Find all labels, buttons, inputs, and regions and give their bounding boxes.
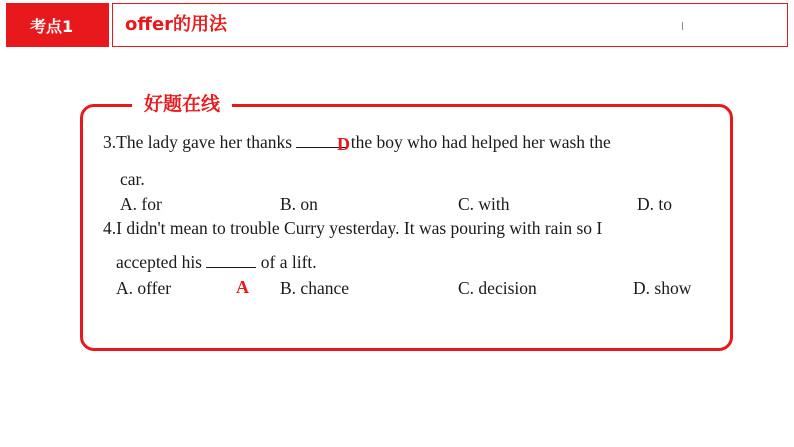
question-3-answer: D [337, 134, 350, 154]
question-3-option-a: A. for [120, 194, 162, 214]
question-4-text-before: accepted his [116, 252, 207, 272]
header-bar [0, 3, 794, 47]
question-4-line-1: 4.I didn't mean to trouble Curry yesterday. It was pouring with rain so I [103, 218, 603, 238]
question-3-option-c: C. with [458, 194, 510, 214]
question-3-line-2: car. [120, 169, 145, 189]
question-4-option-c: C. decision [458, 278, 537, 298]
question-3-text-before: 3.The lady gave her thanks [103, 132, 297, 152]
question-3-option-d: D. to [637, 194, 672, 214]
divider-tick [682, 22, 683, 30]
question-4-blank [206, 251, 256, 268]
page-title: offer的用法 [125, 14, 228, 35]
question-4-line-2 [116, 251, 317, 273]
question-4-text-after: of a lift. [256, 252, 317, 272]
panel-title: 好题在线 [132, 90, 232, 118]
question-4-option-d: D. show [633, 278, 692, 298]
question-3-line-1 [103, 131, 611, 153]
question-4-option-a: A. offer [116, 278, 172, 298]
question-4-answer: A [236, 277, 249, 297]
question-3-text-after: the boy who had helped her wash the [346, 132, 611, 152]
topic-tag-label: 考点1 [30, 16, 74, 36]
question-4-option-b: B. chance [280, 278, 349, 298]
question-3-option-b: B. on [280, 194, 318, 214]
topic-tag [6, 3, 109, 47]
